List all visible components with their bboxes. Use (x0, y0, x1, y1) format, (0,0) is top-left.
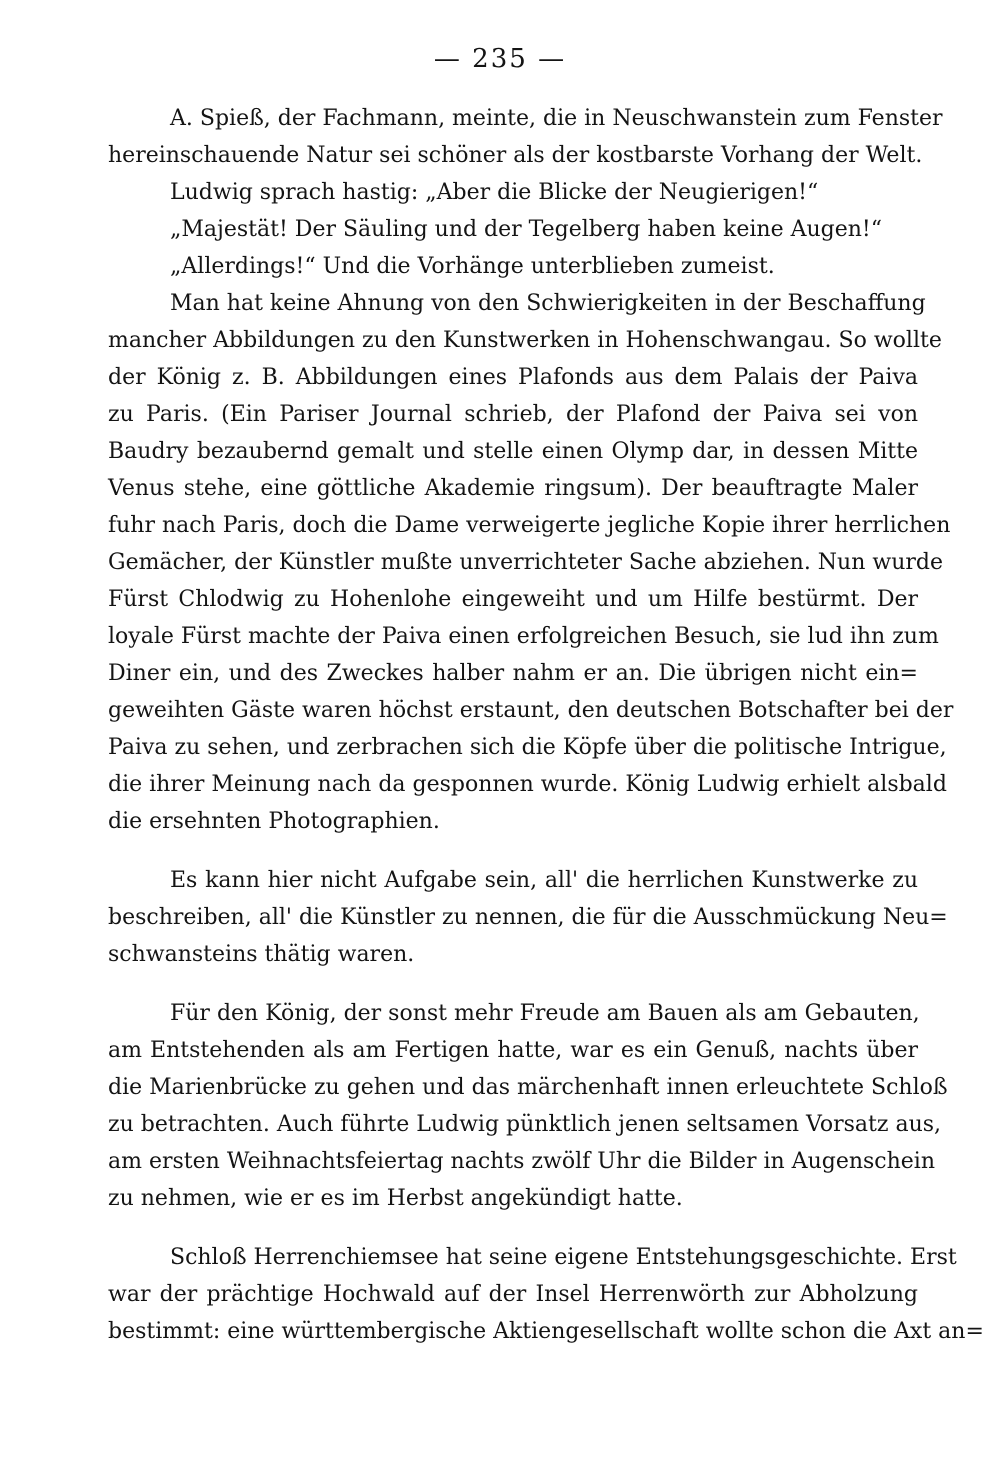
text-line: „Majestät! Der Säuling und der Tegelberg haben keine Augen!“ (170, 217, 883, 242)
text-line: Man hat keine Ahnung von den Schwierigkeiten in der Beschaffung (170, 291, 926, 316)
text-line: Baudry bezaubernd gemalt und stelle einen Olymp dar, in dessen Mitte (108, 439, 918, 464)
text-line: geweihten Gäste waren höchst erstaunt, den deutschen Botschafter bei der (108, 698, 954, 723)
text-line: Fürst Chlodwig zu Hohenlohe eingeweiht und um Hilfe bestürmt. Der (108, 587, 918, 612)
text-line: fuhr nach Paris, doch die Dame verweigerte jegliche Kopie ihrer herrlichen (108, 513, 951, 538)
text-line: zu nehmen, wie er es im Herbst angekündigt hatte. (108, 1186, 683, 1211)
page-number: — 235 — (433, 44, 567, 74)
text-line: Schloß Herrenchiemsee hat seine eigene Entstehungsgeschichte. Erst (170, 1245, 957, 1270)
text-line: beschreiben, all' die Künstler zu nennen, die für die Ausschmückung Neu= (108, 905, 948, 930)
text-line: die ihrer Meinung nach da gesponnen wurde. König Ludwig erhielt alsbald (108, 772, 947, 797)
paragraph (108, 285, 954, 840)
text-line: die ersehnten Photographien. (108, 809, 440, 834)
text-line: am Entstehenden als am Fertigen hatte, war es ein Genuß, nachts über (108, 1038, 918, 1063)
text-line: Für den König, der sonst mehr Freude am Bauen als am Gebauten, (170, 1001, 920, 1026)
text-line: A. Spieß, der Fachmann, meinte, die in Neuschwanstein zum Fenster (170, 106, 943, 131)
paragraph (108, 1239, 984, 1350)
text-line: loyale Fürst machte der Paiva einen erfolgreichen Besuch, sie lud ihn zum (108, 624, 939, 649)
text-line: Diner ein, und des Zweckes halber nahm er an. Die übrigen nicht ein= (108, 661, 918, 686)
body-text (108, 100, 984, 1350)
paragraph (108, 100, 943, 174)
text-line: mancher Abbildungen zu den Kunstwerken in Hohenschwangau. So wollte (108, 328, 942, 353)
text-line: der König z. B. Abbildungen eines Plafonds aus dem Palais der Paiva (108, 365, 918, 390)
paragraph (108, 862, 948, 973)
text-line: schwansteins thätig waren. (108, 942, 415, 967)
text-line: war der prächtige Hochwald auf der Insel Herrenwörth zur Abholzung (108, 1282, 918, 1307)
text-line: Venus stehe, eine göttliche Akademie ringsum). Der beauftragte Maler (108, 476, 918, 501)
paragraph (108, 174, 918, 211)
text-line: „Allerdings!“ Und die Vorhänge unterblieben zumeist. (170, 254, 775, 279)
text-line: zu Paris. (Ein Pariser Journal schrieb, der Plafond der Paiva sei von (108, 402, 918, 427)
paragraph (108, 211, 918, 248)
text-line: Gemächer, der Künstler mußte unverrichteter Sache abziehen. Nun wurde (108, 550, 944, 575)
paragraph (108, 248, 918, 285)
paragraph (108, 995, 948, 1217)
text-line: die Marienbrücke zu gehen und das märchenhaft innen erleuchtete Schloß (108, 1075, 948, 1100)
text-line: zu betrachten. Auch führte Ludwig pünktlich jenen seltsamen Vorsatz aus, (108, 1112, 942, 1137)
text-line: hereinschauende Natur sei schöner als der kostbarste Vorhang der Welt. (108, 143, 923, 168)
text-line: bestimmt: eine württembergische Aktiengesellschaft wollte schon die Axt an= (108, 1319, 984, 1344)
text-line: am ersten Weihnachtsfeiertag nachts zwölf Uhr die Bilder in Augenschein (108, 1149, 936, 1174)
text-line: Ludwig sprach hastig: „Aber die Blicke der Neugierigen!“ (170, 180, 819, 205)
text-line: Es kann hier nicht Aufgabe sein, all' die herrlichen Kunstwerke zu (170, 868, 918, 893)
text-line: Paiva zu sehen, und zerbrachen sich die Köpfe über die politische Intrigue, (108, 735, 947, 760)
